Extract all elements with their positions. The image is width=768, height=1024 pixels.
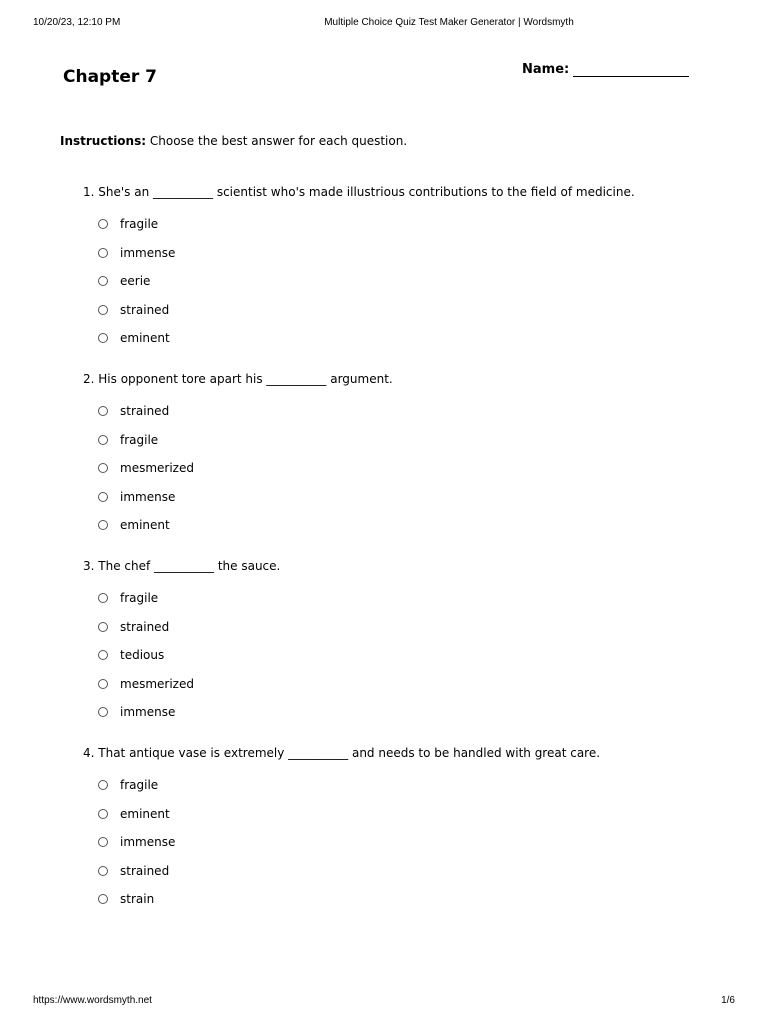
answer-option[interactable] (83, 433, 703, 462)
answer-options (83, 404, 703, 547)
answer-option[interactable] (83, 648, 703, 677)
option-label: eminent (120, 518, 170, 532)
instructions-label: Instructions: (60, 134, 147, 148)
question-4 (83, 745, 703, 921)
radio-button[interactable] (98, 248, 108, 258)
radio-button[interactable] (98, 276, 108, 286)
question-text: 1. She's an __________ scientist who's made illustrious contributions to the field of medicine. (83, 185, 635, 199)
radio-button[interactable] (98, 406, 108, 416)
answer-option[interactable] (83, 677, 703, 706)
answer-option[interactable] (83, 246, 703, 275)
answer-option[interactable] (83, 490, 703, 519)
option-label: immense (120, 835, 176, 849)
radio-button[interactable] (98, 679, 108, 689)
radio-button[interactable] (98, 809, 108, 819)
radio-button[interactable] (98, 520, 108, 530)
question-text: 2. His opponent tore apart his __________ argument. (83, 372, 393, 386)
option-label: mesmerized (120, 676, 194, 691)
radio-button[interactable] (98, 837, 108, 847)
answer-option[interactable] (83, 591, 703, 620)
option-label: eminent (120, 806, 170, 821)
print-date: 10/20/23, 12:10 PM (33, 17, 121, 28)
question-text: 3. The chef __________ the sauce. (83, 559, 281, 573)
answer-option[interactable] (83, 303, 703, 332)
instructions (60, 134, 407, 148)
radio-button[interactable] (98, 333, 108, 343)
radio-button[interactable] (98, 435, 108, 445)
radio-button[interactable] (98, 463, 108, 473)
instructions-text: Choose the best answer for each question. (149, 134, 408, 148)
question-text: 4. That antique vase is extremely __________ and needs to be handled with great care. (83, 746, 601, 760)
answer-option[interactable] (83, 864, 703, 893)
option-label: immense (120, 705, 176, 719)
option-label: strained (120, 302, 170, 317)
answer-option[interactable] (83, 807, 703, 836)
answer-option[interactable] (83, 404, 703, 433)
option-label: fragile (120, 432, 159, 447)
option-label: immense (120, 245, 176, 260)
answer-options (83, 217, 703, 360)
print-page-title: Multiple Choice Quiz Test Maker Generator | Wordsmyth (324, 17, 574, 28)
name-field (522, 62, 689, 77)
option-label: eminent (120, 331, 170, 345)
question-2 (83, 371, 703, 547)
answer-option[interactable] (83, 274, 703, 303)
name-blank-line[interactable] (573, 62, 689, 77)
radio-button[interactable] (98, 780, 108, 790)
answer-option[interactable] (83, 778, 703, 807)
radio-button[interactable] (98, 622, 108, 632)
question-3 (83, 558, 703, 734)
answer-option[interactable] (83, 331, 703, 360)
radio-button[interactable] (98, 219, 108, 229)
name-label: Name: (522, 62, 570, 77)
option-label: strained (120, 863, 170, 878)
answer-options (83, 778, 703, 921)
option-label: tedious (120, 648, 165, 662)
radio-button[interactable] (98, 593, 108, 603)
chapter-title: Chapter 7 (63, 67, 158, 87)
radio-button[interactable] (98, 305, 108, 315)
option-label: strained (120, 404, 170, 418)
radio-button[interactable] (98, 866, 108, 876)
option-label: fragile (120, 217, 159, 231)
answer-option[interactable] (83, 835, 703, 864)
answer-option[interactable] (83, 461, 703, 490)
print-url: https://www.wordsmyth.net (33, 995, 152, 1006)
option-label: eerie (120, 274, 151, 288)
answer-option[interactable] (83, 518, 703, 547)
option-label: fragile (120, 778, 159, 792)
question-1 (83, 184, 703, 360)
option-label: strained (120, 619, 170, 634)
answer-option[interactable] (83, 217, 703, 246)
answer-options (83, 591, 703, 734)
answer-option[interactable] (83, 892, 703, 921)
radio-button[interactable] (98, 707, 108, 717)
answer-option[interactable] (83, 620, 703, 649)
radio-button[interactable] (98, 492, 108, 502)
answer-option[interactable] (83, 705, 703, 734)
print-page-number: 1/6 (721, 995, 735, 1006)
radio-button[interactable] (98, 894, 108, 904)
option-label: fragile (120, 591, 159, 605)
option-label: immense (120, 489, 176, 504)
option-label: strain (120, 892, 155, 906)
option-label: mesmerized (120, 461, 194, 475)
radio-button[interactable] (98, 650, 108, 660)
